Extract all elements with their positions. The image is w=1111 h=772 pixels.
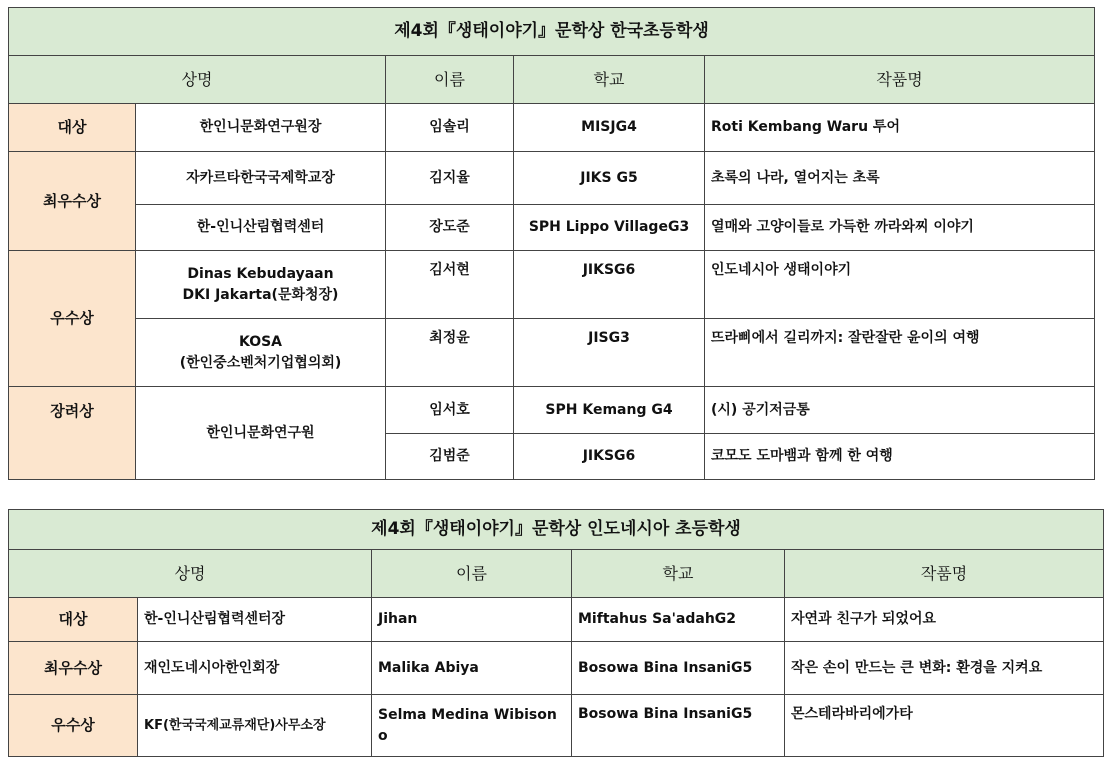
table-row: [9, 104, 1095, 152]
award-cell: 재인도네시아한인회장: [138, 642, 372, 695]
category-cell: 대상: [9, 104, 136, 152]
work-cell: 뜨라삐에서 길리까지: 잘란잘란 윤이의 여행: [705, 319, 1095, 387]
header-award: 상명: [9, 550, 372, 598]
work-cell: 코모도 도마뱀과 함께 한 여행: [705, 434, 1095, 480]
table-row: [9, 598, 1104, 642]
name-line: o: [378, 727, 388, 744]
award-cell: 한-인니산림협력센터: [136, 205, 386, 251]
work-cell: 인도네시아 생태이야기: [705, 251, 1095, 319]
name-cell: 장도준: [386, 205, 514, 251]
award-cell: 자카르타한국국제학교장: [136, 152, 386, 205]
indonesian-students-table: [8, 509, 1104, 757]
name-cell: 김지율: [386, 152, 514, 205]
header-award: 상명: [9, 56, 386, 104]
name-cell: 최정윤: [386, 319, 514, 387]
work-cell: 열매와 고양이들로 가득한 까라와찌 이야기: [705, 205, 1095, 251]
table-row: [9, 642, 1104, 695]
school-cell: SPH Kemang G4: [514, 387, 705, 434]
award-line: KOSA: [238, 333, 283, 350]
header-school: 학교: [572, 550, 785, 598]
table-row: [9, 695, 1104, 757]
table-title: 제4회『생태이야기』문학상 인도네시아 초등학생: [9, 510, 1104, 550]
header-work: 작품명: [785, 550, 1104, 598]
table-row: [9, 205, 1095, 251]
category-cell: 장려상: [9, 387, 136, 480]
school-cell: JIKSG6: [514, 251, 705, 319]
award-cell: 한-인니산림협력센터장: [138, 598, 372, 642]
school-cell: SPH Lippo VillageG3: [514, 205, 705, 251]
award-line: DKI Jakarta(문화청장): [182, 286, 339, 303]
award-cell: [136, 319, 386, 387]
category-cell: 대상: [9, 598, 138, 642]
name-cell: 임솔리: [386, 104, 514, 152]
name-cell: 김범준: [386, 434, 514, 480]
category-cell: 최우수상: [9, 152, 136, 251]
school-cell: MISJG4: [514, 104, 705, 152]
category-cell: 최우수상: [9, 642, 138, 695]
name-line: Selma Medina Wibison: [378, 706, 557, 723]
award-cell: KF(한국국제교류재단)사무소장: [138, 695, 372, 757]
table-row: [9, 319, 1095, 387]
name-cell: Malika Abiya: [372, 642, 572, 695]
school-cell: Miftahus Sa'adahG2: [572, 598, 785, 642]
school-cell: JIKS G5: [514, 152, 705, 205]
school-cell: Bosowa Bina InsaniG5: [572, 695, 785, 757]
name-cell: 임서호: [386, 387, 514, 434]
work-cell: Roti Kembang Waru 투어: [705, 104, 1095, 152]
school-cell: JISG3: [514, 319, 705, 387]
award-cell: 한인니문화연구원장: [136, 104, 386, 152]
header-work: 작품명: [705, 56, 1095, 104]
category-cell: 우수상: [9, 695, 138, 757]
work-cell: 자연과 친구가 되었어요: [785, 598, 1104, 642]
header-name: 이름: [386, 56, 514, 104]
award-cell: 한인니문화연구원: [136, 387, 386, 480]
school-cell: JIKSG6: [514, 434, 705, 480]
table-row: [9, 152, 1095, 205]
table-title: 제4회『생태이야기』문학상 한국초등학생: [9, 8, 1095, 56]
header-school: 학교: [514, 56, 705, 104]
work-cell: (시) 공기저금통: [705, 387, 1095, 434]
name-cell: Jihan: [372, 598, 572, 642]
name-cell: 김서현: [386, 251, 514, 319]
table-row: [9, 251, 1095, 319]
category-cell: 우수상: [9, 251, 136, 387]
table-row: [9, 387, 1095, 434]
header-name: 이름: [372, 550, 572, 598]
name-cell: [372, 695, 572, 757]
work-cell: 작은 손이 만드는 큰 변화: 환경을 지켜요: [785, 642, 1104, 695]
korean-students-table: [8, 7, 1095, 480]
school-cell: Bosowa Bina InsaniG5: [572, 642, 785, 695]
award-line: Dinas Kebudayaan: [187, 265, 334, 282]
work-cell: 몬스테라바리에가타: [785, 695, 1104, 757]
award-line: (한인중소벤처기업협의회): [179, 354, 342, 371]
award-cell: [136, 251, 386, 319]
work-cell: 초록의 나라, 열어지는 초록: [705, 152, 1095, 205]
